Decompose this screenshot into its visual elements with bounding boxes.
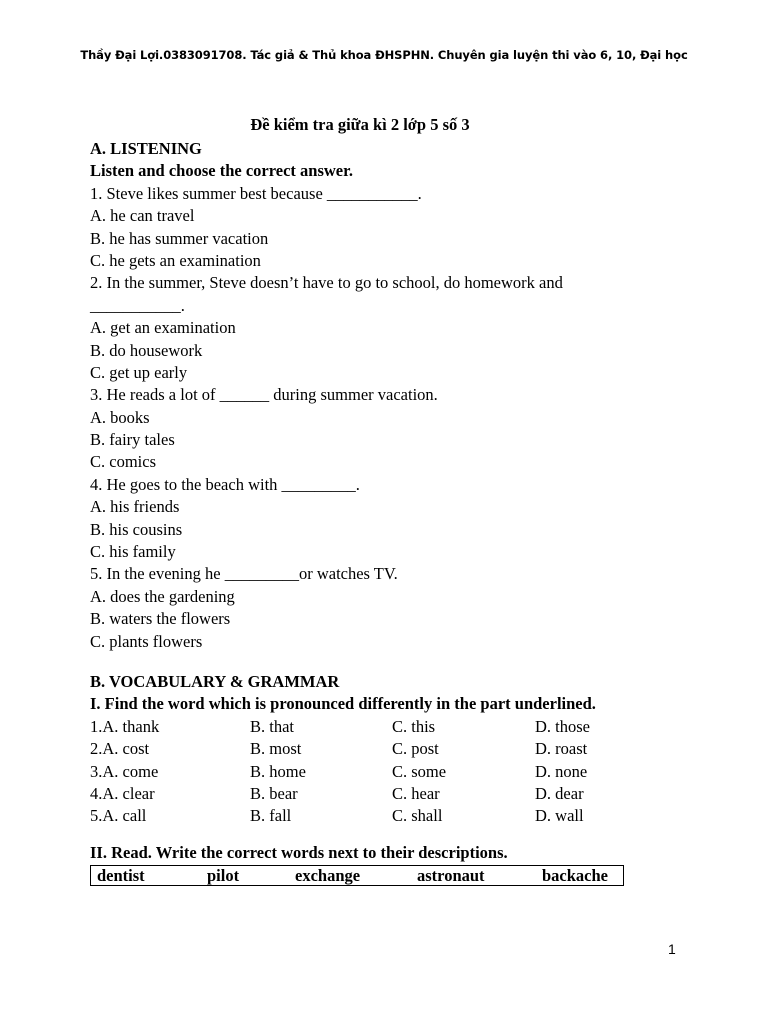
pronunciation-option: B. fall xyxy=(250,806,292,826)
pronunciation-option: C. post xyxy=(392,739,439,759)
listening-line: C. he gets an examination xyxy=(90,250,261,270)
listening-line: 4. He goes to the beach with _________. xyxy=(90,474,360,494)
listening-line: B. fairy tales xyxy=(90,430,175,450)
pronunciation-row xyxy=(90,783,650,805)
pronunciation-row xyxy=(90,738,650,760)
pronunciation-option: C. some xyxy=(392,761,447,781)
pronunciation-option: C. this xyxy=(392,716,436,736)
pronunciation-option: 3.A. come xyxy=(90,761,159,781)
pronunciation-option: D. those xyxy=(535,716,590,736)
listening-line: C. get up early xyxy=(90,362,188,382)
part1-instruction: I. Find the word which is pronounced differently in the part underlined. xyxy=(90,694,596,714)
word-bank-box xyxy=(90,865,624,886)
page-number: 1 xyxy=(668,941,676,957)
word-bank-item: exchange xyxy=(295,866,361,886)
pronunciation-option: 2.A. cost xyxy=(90,739,150,759)
listening-line: B. waters the flowers xyxy=(90,609,231,629)
pronunciation-option: 5.A. call xyxy=(90,806,147,826)
listening-line: C. plants flowers xyxy=(90,631,203,651)
listening-line: B. his cousins xyxy=(90,519,183,539)
word-bank-item: backache xyxy=(542,866,608,886)
pronunciation-table xyxy=(90,716,650,828)
pronunciation-option: B. that xyxy=(250,716,294,736)
pronunciation-option: C. hear xyxy=(392,783,440,803)
listening-line: A. books xyxy=(90,407,150,427)
listening-line: 2. In the summer, Steve doesn’t have to go to school, do homework and xyxy=(90,273,563,293)
pronunciation-option: D. dear xyxy=(535,783,584,803)
listening-line: C. comics xyxy=(90,452,156,472)
listening-line: A. his friends xyxy=(90,497,180,517)
listening-line: 1. Steve likes summer best because ___________. xyxy=(90,183,422,203)
word-bank-item: astronaut xyxy=(417,866,485,886)
pronunciation-row xyxy=(90,716,650,738)
pronunciation-option: 4.A. clear xyxy=(90,783,155,803)
listening-line: A. get an examination xyxy=(90,318,236,338)
listening-line: B. he has summer vacation xyxy=(90,228,269,248)
listening-line: 3. He reads a lot of ______ during summer vacation. xyxy=(90,385,438,405)
listening-line: 5. In the evening he _________or watches TV. xyxy=(90,564,398,584)
page-header: Thầy Đại Lợi.0383091708. Tác giả & Thủ khoa ĐHSPHN. Chuyên gia luyện thi vào 6, 10, Đại học xyxy=(80,48,688,62)
pronunciation-option: D. roast xyxy=(535,739,588,759)
pronunciation-option: B. home xyxy=(250,761,306,781)
section-b-heading: B. VOCABULARY & GRAMMAR xyxy=(90,671,340,691)
pronunciation-row xyxy=(90,805,650,827)
spacer xyxy=(90,653,650,671)
pronunciation-option: 1.A. thank xyxy=(90,716,160,736)
listening-line: A. he can travel xyxy=(90,206,195,226)
pronunciation-row xyxy=(90,761,650,783)
pronunciation-option: B. most xyxy=(250,739,302,759)
word-bank-item: dentist xyxy=(97,866,145,886)
word-bank-item: pilot xyxy=(207,866,240,886)
pronunciation-option: D. wall xyxy=(535,806,584,826)
section-a-heading: A. LISTENING xyxy=(90,139,202,158)
listening-line: B. do housework xyxy=(90,340,203,360)
listening-line: A. does the gardening xyxy=(90,586,235,606)
part2-instruction: II. Read. Write the correct words next to their descriptions. xyxy=(90,842,508,862)
pronunciation-option: C. shall xyxy=(392,806,443,826)
section-a-instruction: Listen and choose the correct answer. xyxy=(90,161,354,181)
spacer xyxy=(90,828,650,842)
document-body xyxy=(90,114,650,886)
page-title: Đề kiểm tra giữa kì 2 lớp 5 số 3 xyxy=(250,115,470,134)
listening-line: ___________. xyxy=(90,295,185,315)
listening-line: C. his family xyxy=(90,542,176,562)
pronunciation-option: B. bear xyxy=(250,783,298,803)
pronunciation-option: D. none xyxy=(535,761,588,781)
listening-questions xyxy=(90,183,650,653)
